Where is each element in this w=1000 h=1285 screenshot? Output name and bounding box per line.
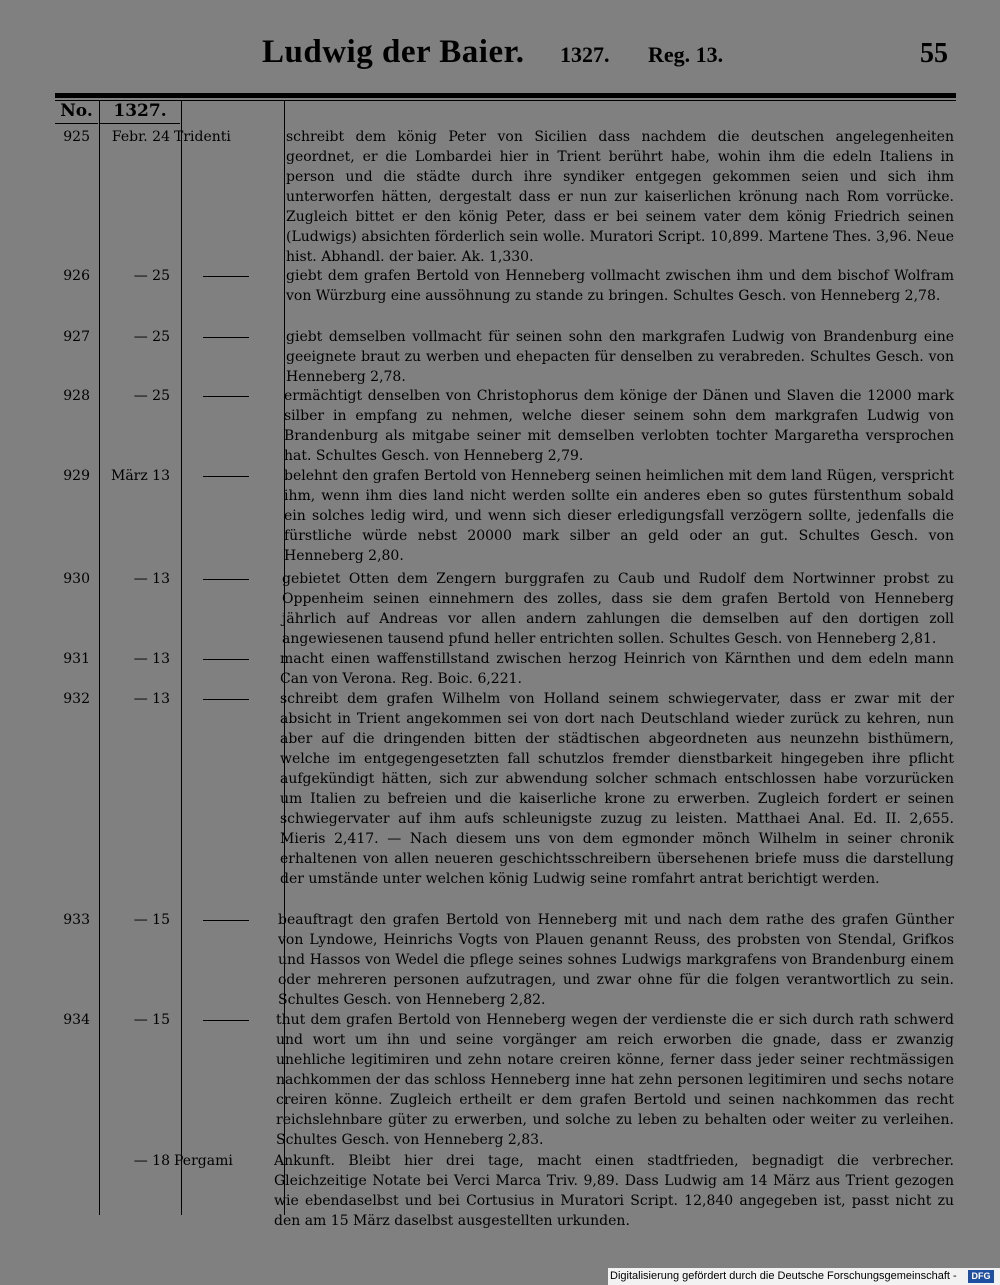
entry-date: — 15 [133, 912, 170, 928]
entry-text: thut dem grafen Bertold von Henneberg wegen der verdienste die er sich durch rath schwerd und wort um ihn und seine vorgänger am reich erworben die gnade, dass er zwanzig unehliche legitimiren und zehn notare creiren könne, ferner dass jeder seiner rechtmässigen nachkommen der das schloss Henneberg inne hat zehn personen legitimiren und sechs notare creiren könne. Zugleich ertheilt er dem grafen Bertold und seinen nachkommen das recht reichslehnbare güter zu erwerben, und solche zu leben zu behalten oder weiter zu verleihen. Schultes Gesch. von Henneberg 2,83. [276, 1012, 954, 1148]
footer-credit: Digitalisierung gefördert durch die Deutsche Forschungsgemeinschaft - [610, 1270, 957, 1282]
ditto-dash [203, 276, 249, 277]
ditto-dash [203, 659, 249, 660]
entry-text: schreibt dem könig Peter von Sicilien dass nachdem die deutschen angelegenheiten geordnet, er die Lombardei hier in Trient berührt habe, wohin ihm die edeln Italiens in person und die städte durch ihre syndiker entgegen gekommen seien und sich ihm unterworfen hätten, dergestalt dass er nun zur kaiserlichen krönung nach Rom vorrücke. Zugleich bittet er den könig Peter, dass er bei seinem vater dem könig Friedrich seinen (Ludwigs) absichten förderlich sein wolle. Muratori Script. 10,899. Martene Thes. 3,96. Neue hist. Abhandl. der baier. Ak. 1,330. [286, 129, 954, 265]
running-year: 1327. [560, 42, 610, 67]
entry-number: 928 [63, 388, 90, 404]
entry-number: 931 [63, 651, 90, 667]
column-header-no: No. [55, 100, 98, 124]
entry-text: beauftragt den grafen Bertold von Henneberg mit und nach dem rathe des grafen Günther von Lyndowe, Heinrichs Vogts von Plauen genannt Reuss, des probsten von Stendal, Grifkos und Hassos von Wedel die pflege seines sohnes Ludwigs markgrafens von Brandenburg einem oder mehreren personen aufzutragen, und zwar ohne für die folgen verantwortlich zu sein. Schultes Gesch. von Henneberg 2,82. [278, 912, 954, 1008]
ditto-dash [203, 699, 249, 700]
entry-text: giebt dem grafen Bertold von Henneberg vollmacht zwischen ihm und dem bischof Wolfram von Würzburg eine aussöhnung zu stande zu bringen. Schultes Gesch. von Henneberg 2,78. [286, 268, 954, 304]
entry-date: — 25 [133, 388, 170, 404]
entry-date: März 13 [110, 468, 170, 484]
entry-text: giebt demselben vollmacht für seinen sohn den markgrafen Ludwig von Brandenburg eine geeignete braut zu werben und ehepacten für denselben zu verabreden. Schultes Gesch. von Henneberg 2,78. [286, 329, 954, 385]
entry-date: — 15 [133, 1012, 170, 1028]
entry-number: 932 [63, 691, 90, 707]
entry-text: Ankunft. Bleibt hier drei tage, macht einen stadtfrieden, begnadigt die verbrecher. Gleichzeitige Notate bei Verci Marca Triv. 9,89. Dass Ludwig am 14 März aus Trient gezogen wie ebendaselbst und bei Cortusius in Muratori Script. 12,840 angegeben ist, passt nicht zu den am 15 März daselbst ausgestellten urkunden. [274, 1153, 954, 1229]
dfg-logo: DFG [968, 1270, 994, 1283]
entry-text: schreibt dem grafen Wilhelm von Holland seinem schwiegervater, dass er zwar mit der absicht in Trient angekommen sei von dort nach Deutschland wieder zurück zu kehren, nun aber auf die dringenden bitten der städtischen abgeordneten aus neunzehn bisthümern, welche im entgegengesetzten fall schutzlos fremder dienstbarkeit hingegeben ihre pflicht aufgekündigt hätten, sich zur abwendung solcher schmach entschlossen habe vorzurücken um Italien zu befreien und die kaiserliche krone zu erwerben. Zugleich fordert er seinen schwiegervater auf ihm aufs schleunigste zuzug zu leisten. Matthaei Anal. Ed. II. 2,655. Mieris 2,417. — Nach diesem uns von dem egmonder mönch Wilhelm in seiner chronik erhaltenen von allen neueren geschichtsschreibern übersehenen briefe muss die darstellung der umstände unter welchen könig Ludwig seine romfahrt antrat berichtigt werden. [280, 691, 954, 887]
entry-date: — 18 [133, 1153, 170, 1169]
header-rule-thick [55, 93, 956, 98]
entry-text: belehnt den grafen Bertold von Henneberg seinen heimlichen mit dem land Rügen, verspricht ihm, wenn ihm dies land nicht werden sollte ein anderes eben so gutes fürstenthum sobald ein solches ledig wird, und wenn sich dieser erledigungsfall verzögern sollte, jedenfalls die fürstliche würde nebst 20000 mark silber an geld oder an gut. Schultes Gesch. von Henneberg 2,80. [284, 468, 954, 564]
running-title: Ludwig der Baier. [262, 34, 525, 70]
page-number: 55 [920, 38, 948, 69]
entry-number: 929 [63, 468, 90, 484]
entry-number: 925 [63, 129, 90, 145]
ditto-dash [203, 476, 249, 477]
entry-number: 927 [63, 329, 90, 345]
ditto-dash [203, 579, 249, 580]
column-divider [181, 100, 182, 1215]
entry-text: macht einen waffenstillstand zwischen herzog Heinrich von Kärnthen und dem edeln mann Can von Verona. Reg. Boic. 6,221. [280, 651, 954, 687]
entry-place: Pergami [174, 1153, 233, 1169]
ditto-dash [203, 1020, 249, 1021]
entry-date: — 25 [133, 329, 170, 345]
ditto-dash [203, 396, 249, 397]
column-header-year: 1327. [100, 100, 180, 124]
entry-number: 933 [63, 912, 90, 928]
entry-text: gebietet Otten dem Zengern burggrafen zu Caub und Rudolf dem Nortwinner probst zu Oppenheim seinen einnehmern des zolles, dass sie dem grafen Bertold von Henneberg jährlich auf Andreas vor allen andern zahlungen die demselben auf den dortigen zoll angewiesenen tausend pfund heller entrichten sollen. Schultes Gesch. von Henneberg 2,81. [282, 571, 954, 647]
entry-date: — 13 [133, 651, 170, 667]
header-rule-thin [55, 100, 956, 101]
running-reg: Reg. 13. [648, 42, 724, 67]
entry-place: Tridenti [174, 129, 231, 145]
entry-number: 930 [63, 571, 90, 587]
entry-date: — 13 [133, 571, 170, 587]
ditto-dash [203, 920, 249, 921]
entry-date: — 25 [133, 268, 170, 284]
entry-number: 934 [63, 1012, 90, 1028]
entry-date: Febr. 24 [111, 129, 170, 145]
ditto-dash [203, 337, 249, 338]
entry-date: — 13 [133, 691, 170, 707]
entry-number: 926 [63, 268, 90, 284]
digitization-footer [608, 1268, 1000, 1285]
page-header [0, 30, 1000, 80]
entry-text: ermächtigt denselben von Christophorus dem könige der Dänen und Slaven die 12000 mark silber in empfang zu nehmen, welche dieser seinem sohn dem markgrafen Ludwig von Brandenburg als mitgabe seiner mit demselben verlobten tochter Margaretha versprochen hat. Schultes Gesch. von Henneberg 2,79. [284, 388, 954, 464]
